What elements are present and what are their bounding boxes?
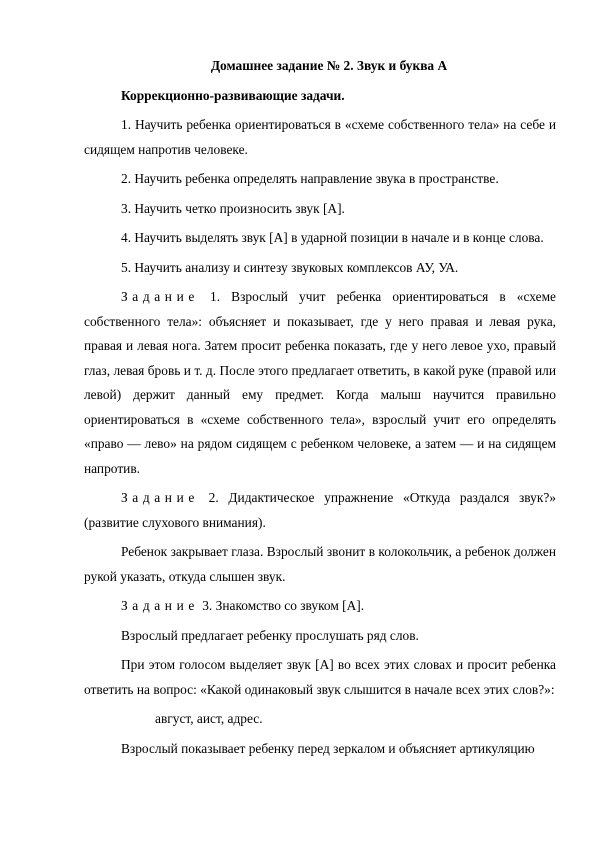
task-item-3: 3. Научить четко произносить звук [А]. [121,200,345,216]
assignment-1 [84,285,556,481]
paragraph-listen: Взрослый предлагает ребенку прослушать ряд слов. [121,627,419,643]
assignment-text: 1. Взрослый учит ребенка ориентироваться в «схеме собственного тела»: объясняет и показывает, где у него правая и левая рука, правая и левая нога. Затем просит ребенка показать, где у него левое ухо, правый глаз, левая бровь и т. д. После этого предлагает ответить, в какой руке (правой или левой) держит данный ему предмет. Когда малыш научится правильно ориентироваться в «схеме собственного тела», взрослый учит его определять «право — лево» на рядом сидящем с ребенком человеке, а затем — и на сидящем напротив. [84,289,556,476]
task-item-2: 2. Научить ребенка определять направление звука в пространстве. [121,171,499,186]
paragraph-voice: При этом голосом выделяет звук [А] во всех этих словах и просит ребенка ответить на вопрос: «Какой одинаковый звук слышится в начале всех этих слов?»: [84,657,556,697]
task-item-4: 4. Научить выделять звук [А] в ударной позиции в начале и в конце слова. [121,230,544,245]
section-heading: Коррекционно-развивающие задачи. [121,87,345,103]
assignment-3 [84,594,556,619]
assignment-label: Задание [121,598,199,613]
paragraph-mirror: Взрослый показывает ребенку перед зеркалом и объясняет артикуляцию [121,740,535,756]
assignment-text: 3. Знакомство со звуком [А]. [198,598,365,613]
assignment-label: Задание [121,289,199,304]
assignment-label: Задание [121,490,199,505]
paragraph-bell: Ребенок закрывает глаза. Взрослый звонит в колокольчик, а ребенок должен рукой указать, откуда слышен звук. [84,544,556,584]
task-item-1: 1. Научить ребенка ориентироваться в «схеме собственного тела» на себе и сидящем напротив человеке. [84,117,556,157]
document-body [84,54,556,761]
task-item-5: 5. Научить анализу и синтезу звуковых комплексов АУ, УА. [121,259,459,275]
page-title: Домашнее задание № 2. Звук и буква А [210,58,448,73]
example-words: август, аист, адрес. [155,711,263,726]
assignment-2 [84,486,556,535]
assignment-text: 2. Дидактическое упражнение «Откуда раздался звук?» (развитие слухового внимания). [84,490,556,530]
